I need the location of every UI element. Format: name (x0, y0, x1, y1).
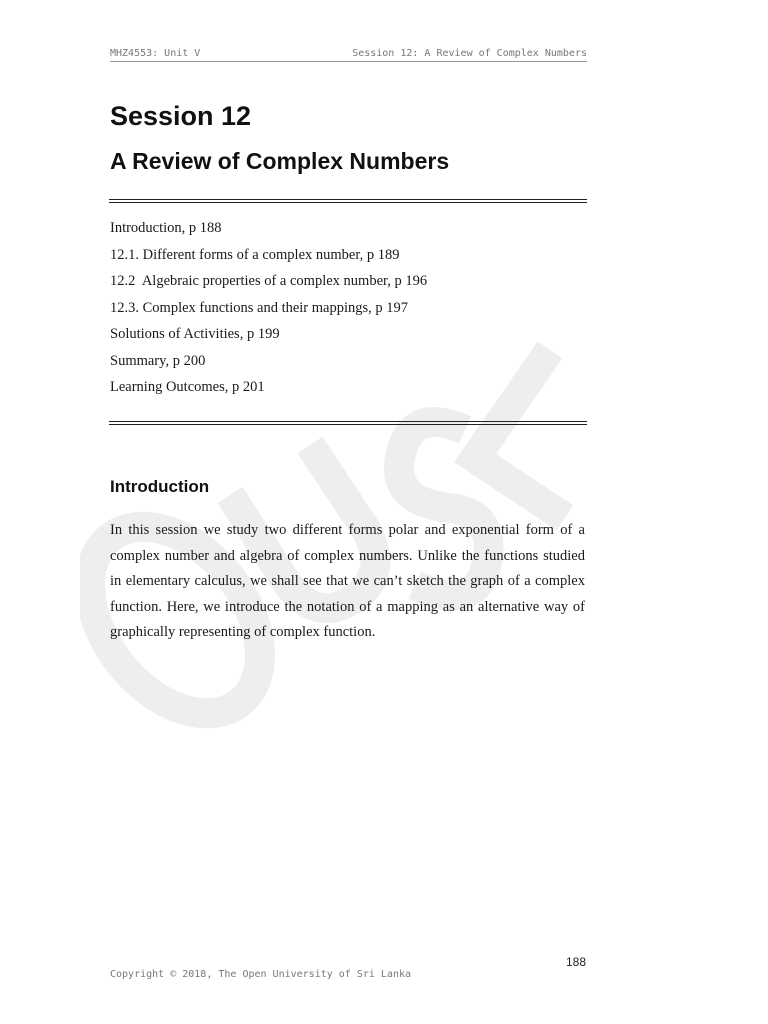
page-number: 188 (565, 955, 586, 969)
toc-item: Solutions of Activities, p 199 (110, 326, 280, 342)
header-course-code: MHZ4553: Unit V (110, 48, 201, 59)
toc-item: 12.2 Algebraic properties of a complex number, p 196 (110, 273, 428, 289)
toc-item: 12.3. Complex functions and their mappings, p 197 (110, 299, 409, 316)
divider-bottom (109, 421, 587, 425)
toc-item: Learning Outcomes, p 201 (110, 379, 265, 395)
toc-item: Introduction, p 188 (110, 220, 222, 236)
session-title: Session 12 (110, 101, 252, 131)
session-subtitle: A Review of Complex Numbers (110, 148, 450, 174)
running-header (110, 48, 587, 62)
introduction-heading: Introduction (110, 477, 210, 496)
table-of-contents (110, 218, 427, 404)
divider-top (109, 199, 587, 203)
copyright-notice: Copyright © 2018, The Open University of Sri Lanka (110, 969, 412, 980)
toc-item: 12.1. Different forms of a complex number, p 189 (110, 246, 400, 263)
toc-item: Summary, p 200 (110, 352, 206, 369)
introduction-paragraph: In this session we study two different forms polar and exponential form of a complex number and algebra of complex numbers. Unlike the functions studied in elementary calculus, we shall see that we can’t sketch the graph of a complex function. Here, we introduce the notation of a mapping as an alternative way of graphically representing of complex function. (110, 522, 585, 640)
header-session-title: Session 12: A Review of Complex Numbers (352, 48, 587, 59)
